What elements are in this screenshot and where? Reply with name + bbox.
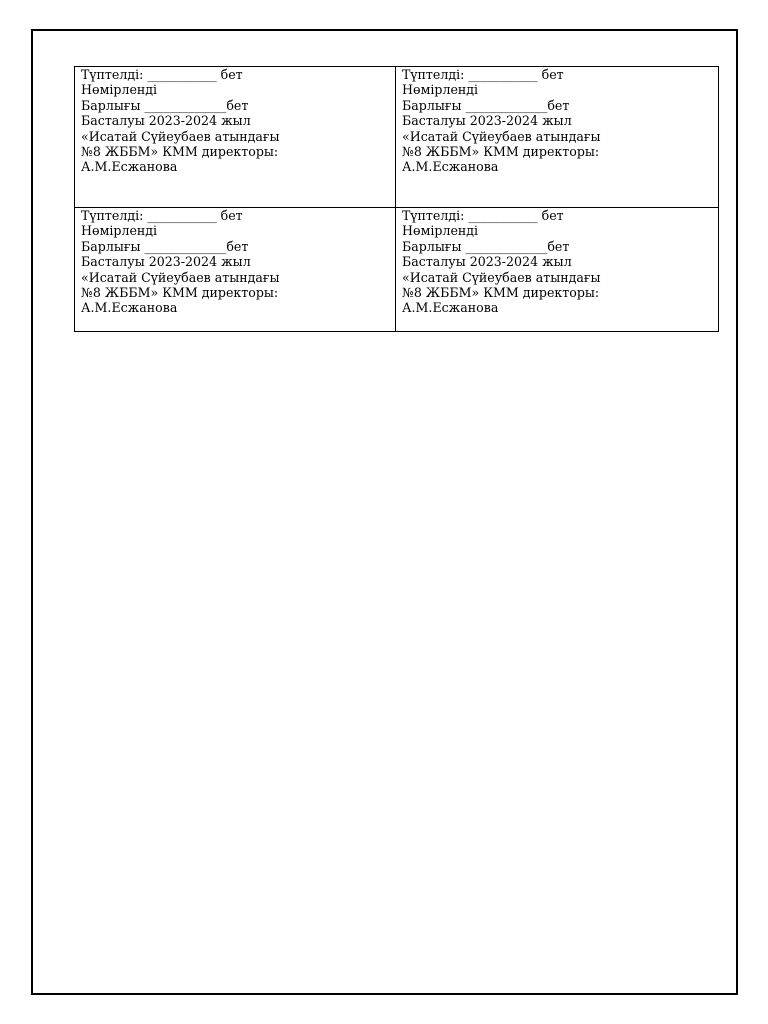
numbered-line: Нөмірленді	[402, 223, 479, 239]
start-year-line: Басталуы 2023-2024 жыл	[81, 254, 251, 270]
start-year-line: Басталуы 2023-2024 жыл	[81, 113, 251, 129]
start-year-line: Басталуы 2023-2024 жыл	[402, 113, 572, 129]
school-org-line: №8 ЖББМ» КММ директоры:	[81, 285, 279, 301]
director-name: А.М.Есжанова	[81, 159, 178, 175]
label-cell	[75, 67, 396, 208]
school-name-line: «Исатай Сүйеубаев атындағы	[402, 128, 601, 144]
director-name: А.М.Есжанова	[81, 300, 178, 316]
total-pages-line: Барлығы _____________бет	[402, 97, 570, 113]
table-row	[75, 67, 719, 208]
bound-pages-line: Түптелді: ___________ бет	[402, 208, 564, 223]
label-cell	[75, 208, 396, 332]
total-pages-line: Барлығы _____________бет	[402, 238, 570, 254]
director-name: А.М.Есжанова	[402, 159, 499, 175]
label-cell	[396, 67, 719, 208]
school-org-line: №8 ЖББМ» КММ директоры:	[402, 285, 600, 301]
school-name-line: «Исатай Сүйеубаев атындағы	[81, 128, 280, 144]
bound-pages-line: Түптелді: ___________ бет	[81, 208, 243, 223]
start-year-line: Басталуы 2023-2024 жыл	[402, 254, 572, 270]
director-name: А.М.Есжанова	[402, 300, 499, 316]
school-name-line: «Исатай Сүйеубаев атындағы	[402, 269, 601, 285]
total-pages-line: Барлығы _____________бет	[81, 97, 249, 113]
school-org-line: №8 ЖББМ» КММ директоры:	[402, 144, 600, 160]
table-row	[75, 208, 719, 332]
bound-pages-line: Түптелді: ___________ бет	[81, 67, 243, 82]
label-cell	[396, 208, 719, 332]
total-pages-line: Барлығы _____________бет	[81, 238, 249, 254]
numbered-line: Нөмірленді	[81, 82, 158, 98]
school-name-line: «Исатай Сүйеубаев атындағы	[81, 269, 280, 285]
label-table	[74, 66, 719, 332]
numbered-line: Нөмірленді	[81, 223, 158, 239]
bound-pages-line: Түптелді: ___________ бет	[402, 67, 564, 82]
numbered-line: Нөмірленді	[402, 82, 479, 98]
school-org-line: №8 ЖББМ» КММ директоры:	[81, 144, 279, 160]
